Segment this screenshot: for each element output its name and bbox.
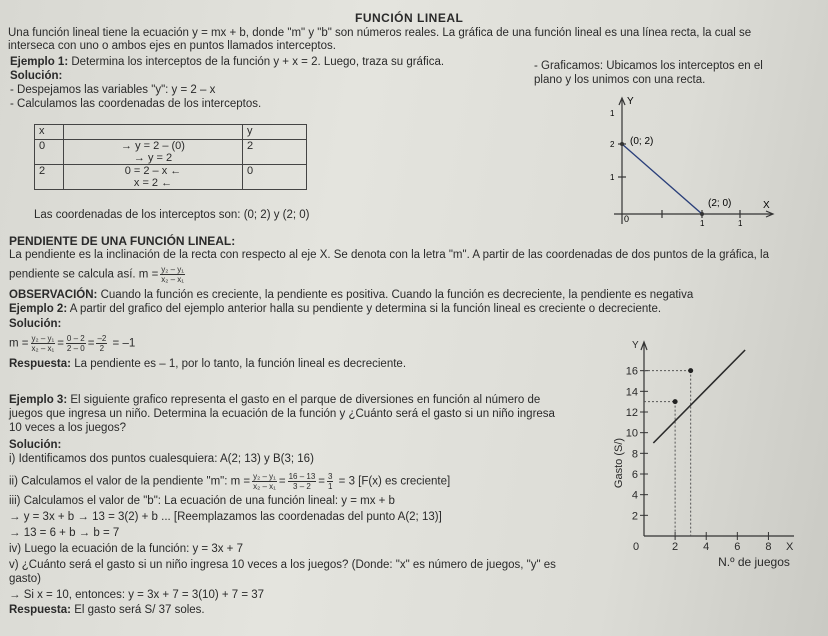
calc-fraction-1: [31, 334, 56, 353]
example2-solution-label: Solución:: [9, 318, 62, 330]
fraction-denominator: 2: [99, 344, 105, 353]
graph1-point-a-label: (0; 2): [630, 136, 654, 147]
example3-answer: [9, 604, 205, 617]
work-line: x = 2 ←: [133, 177, 173, 189]
step-ii-prefix: ii) Calculamos el valor de la pendiente "m": m =: [9, 475, 251, 488]
example3-step-v-2: gasto): [9, 573, 41, 585]
y-tick-label: 12: [625, 407, 638, 419]
page-title: FUNCIÓN LINEAL: [355, 11, 464, 25]
graph1-tick-label: 1: [738, 219, 743, 228]
graph1-origin-label: 0: [624, 214, 630, 224]
y-tick-label: 2: [631, 510, 638, 523]
spending-chart: [606, 332, 802, 578]
graph1-x-label: X: [763, 200, 770, 211]
y-tick-label: 4: [631, 489, 638, 502]
observation: [9, 289, 693, 302]
calc-m: m =: [9, 337, 29, 350]
fraction-numerator: –2: [97, 334, 107, 343]
graph-instructions-line-1: - Graficamos: Ubicamos los interceptos en el: [534, 60, 763, 72]
slope-formula-fraction: [160, 265, 185, 284]
graph1-tick-label: 1: [700, 219, 705, 228]
table-header-y: y: [243, 125, 307, 140]
table-cell-x: 0: [35, 140, 64, 165]
step-ii-suffix: = 3 [F(x) es creciente]: [338, 475, 451, 488]
x-axis-title: N.º de juegos: [718, 555, 790, 569]
x-tick-label: 8: [765, 541, 772, 553]
example3-step-iii-a: → y = 3x + b → 13 = 3(2) + b ... [Reemplazamos las coordenadas del punto A(2; 13)]: [9, 511, 442, 523]
example3-step-v-3: → Si x = 10, entonces: y = 3x + 7 = 3(10) + 7 = 37: [9, 589, 265, 601]
table-cell-y: 0: [243, 165, 307, 190]
y-tick-label: 8: [631, 448, 638, 461]
table-header-work: [64, 125, 243, 140]
intercepts-table: [34, 124, 307, 190]
y-tick-label: 6: [631, 469, 638, 481]
graph-instructions-line-2: plano y los unimos con una recta.: [534, 74, 706, 86]
example3-step-iv: iv) Luego la ecuación de la función: y = 3x + 7: [9, 543, 243, 555]
slope-text-line-2: [9, 265, 187, 284]
fraction-denominator: x₂ – x₁: [253, 482, 276, 491]
example3-step-i: i) Identificamos dos puntos cualesquiera: A(2; 13) y B(3; 16): [9, 453, 314, 465]
table-cell-x: 2: [35, 165, 64, 190]
fraction-denominator: 3 – 2: [293, 482, 311, 491]
x-tick-label: 6: [734, 541, 741, 553]
intercepts-graph: [600, 92, 790, 232]
observation-text: Cuando la función es creciente, la pendiente es positiva. Cuando la función es decreciente, la pendiente es negativa: [100, 289, 694, 301]
fraction-numerator: 16 – 13: [288, 472, 316, 481]
table-cell-work: [64, 140, 243, 165]
example2-label: Ejemplo 2:: [9, 303, 68, 315]
example2-text: A partir del grafico del ejemplo anterior halla su pendiente y determina si la función lineal es creciente o decreciente.: [69, 303, 662, 315]
example1-result: Las coordenadas de los interceptos son: (0; 2) y (2; 0): [34, 209, 310, 221]
calc-fraction-3: [96, 334, 107, 353]
step-ii-fraction-2: [288, 472, 317, 491]
step-ii-fraction-1: [252, 472, 277, 491]
example3-step-iii-b: → 13 = 6 + b → b = 7: [9, 527, 120, 539]
data-point: [673, 399, 678, 404]
calc-result: = –1: [112, 337, 136, 350]
fraction-numerator: 3: [328, 472, 333, 481]
example1-text: Determina los interceptos de la función y + x = 2. Luego, traza su gráfica.: [71, 56, 445, 68]
x-tick-label: 2: [672, 541, 679, 553]
fraction-denominator: 1: [328, 482, 333, 491]
example3-step-ii: ii) Calculamos el valor de la pendiente "m": m = $\frac{\text{y₂ – y₁}}{\text{x₂ – x₁}}$ = $\frac{16 - 13}{3 - 2}$ = $\frac{3}{1}$ = 3 [F(x) es creciente]: [9, 472, 451, 491]
slope-heading: PENDIENTE DE UNA FUNCIÓN LINEAL:: [9, 234, 236, 248]
example2-answer-label: Respuesta:: [9, 358, 71, 370]
table-cell-y: 2: [243, 140, 307, 165]
y-tick-label: 10: [625, 427, 638, 440]
graph1-tick-label: 2: [610, 140, 615, 149]
graph1-tick-label: 1: [610, 173, 615, 182]
fraction-denominator: x₂ – x₁: [31, 344, 55, 353]
y-axis-title: Gasto (S/): [613, 437, 625, 489]
table-header-row: [35, 125, 307, 140]
graph1-point-b-label: (2; 0): [708, 198, 732, 209]
observation-label: OBSERVACIÓN:: [9, 289, 98, 301]
slope-text-line-1: La pendiente es la inclinación de la recta con respecto al eje X. Se denota con la letra "m". A partir de las coordenadas de dos puntos de la gráfica, la: [9, 249, 769, 261]
table-row: [35, 165, 307, 190]
example2-answer-text: La pendiente es – 1, por lo tanto, la función lineal es decreciente.: [74, 358, 407, 370]
calc-fraction-2: [66, 334, 86, 353]
x-axis-letter: X: [786, 541, 794, 553]
example3-step-v-1: v) ¿Cuánto será el gasto si un niño ingresa 10 veces a los juegos? (Donde: "x" es número de juegos, "y" es: [9, 559, 556, 571]
y-axis-letter: Y: [632, 340, 639, 351]
work-line: → y = 2: [133, 152, 173, 164]
fraction-denominator: x₂ – x₁: [161, 275, 184, 284]
example1-step-2: - Calculamos las coordenadas de los interceptos.: [10, 98, 262, 110]
table-row: [35, 140, 307, 165]
example3-line-2: juegos que ingresa un niño. Determina la ecuación de la función y ¿Cuánto será el gasto si un niño ingresa: [9, 408, 555, 420]
example2-calculation: m = $\frac{\text{y₂ – y₁}}{\text{x₂ – x₁}}$ = $\frac{0 - 2}{2 - 0}$ = $\frac{-2}{2}$ = –1: [9, 334, 136, 353]
intercept-point-a: [620, 142, 624, 146]
table-header-x: x: [35, 125, 64, 140]
x-tick-label: 0: [632, 541, 640, 553]
example1-step-1: - Despejamos las variables "y": y = 2 – x: [10, 84, 216, 96]
work-line: → y = 2 – (0): [121, 140, 185, 152]
example3-line-1: [9, 394, 540, 407]
example3-text: El siguiente grafico representa el gasto en el parque de diversiones en función al número de: [70, 394, 541, 406]
intercept-point-b: [700, 212, 704, 216]
example3-solution-label: Solución:: [9, 439, 62, 451]
example3-step-iii: iii) Calculamos el valor de "b": La ecuación de una función lineal: y = mx + b: [9, 495, 395, 507]
example3-line-3: 10 veces a los juegos?: [9, 422, 126, 434]
series-line: [653, 350, 745, 443]
intercepts-line: [622, 144, 702, 214]
fraction-numerator: y₂ – y₁: [253, 472, 276, 481]
fraction-numerator: 0 – 2: [66, 334, 85, 343]
graph1-tick-label: 1: [610, 109, 615, 118]
y-tick-label: 14: [625, 386, 638, 399]
example1-solution-label: Solución:: [10, 70, 63, 82]
example2-answer: [9, 358, 406, 371]
fraction-denominator: 2 – 0: [66, 344, 85, 353]
step-ii-fraction-3: [327, 472, 333, 491]
data-point: [688, 368, 693, 373]
x-tick-label: 4: [703, 541, 710, 553]
fraction-numerator: y₂ – y₁: [161, 265, 184, 274]
slope-text-line-2-text: pendiente se calcula así.: [9, 268, 136, 281]
graph1-y-label: Y: [627, 96, 634, 107]
example1-statement: [10, 56, 444, 69]
example2-statement: [9, 303, 661, 316]
slope-formula-m: m =: [138, 268, 159, 281]
fraction-numerator: y₂ – y₁: [31, 334, 55, 343]
intro-line-1: Una función lineal tiene la ecuación y = mx + b, donde "m" y "b" son números reales. La gráfica de una función lineal es una línea recta, la cual se: [8, 27, 752, 39]
table-cell-work: [64, 165, 243, 190]
y-tick-label: 16: [625, 365, 638, 378]
intro-line-2: interseca con uno o ambos ejes en puntos llamados interceptos.: [8, 40, 336, 52]
work-line: 0 = 2 – x ←: [124, 165, 182, 177]
example1-label: Ejemplo 1:: [10, 56, 69, 68]
example3-label: Ejemplo 3:: [9, 394, 68, 406]
example3-answer-label: Respuesta:: [9, 604, 71, 616]
example3-answer-text: El gasto será S/ 37 soles.: [74, 604, 205, 616]
